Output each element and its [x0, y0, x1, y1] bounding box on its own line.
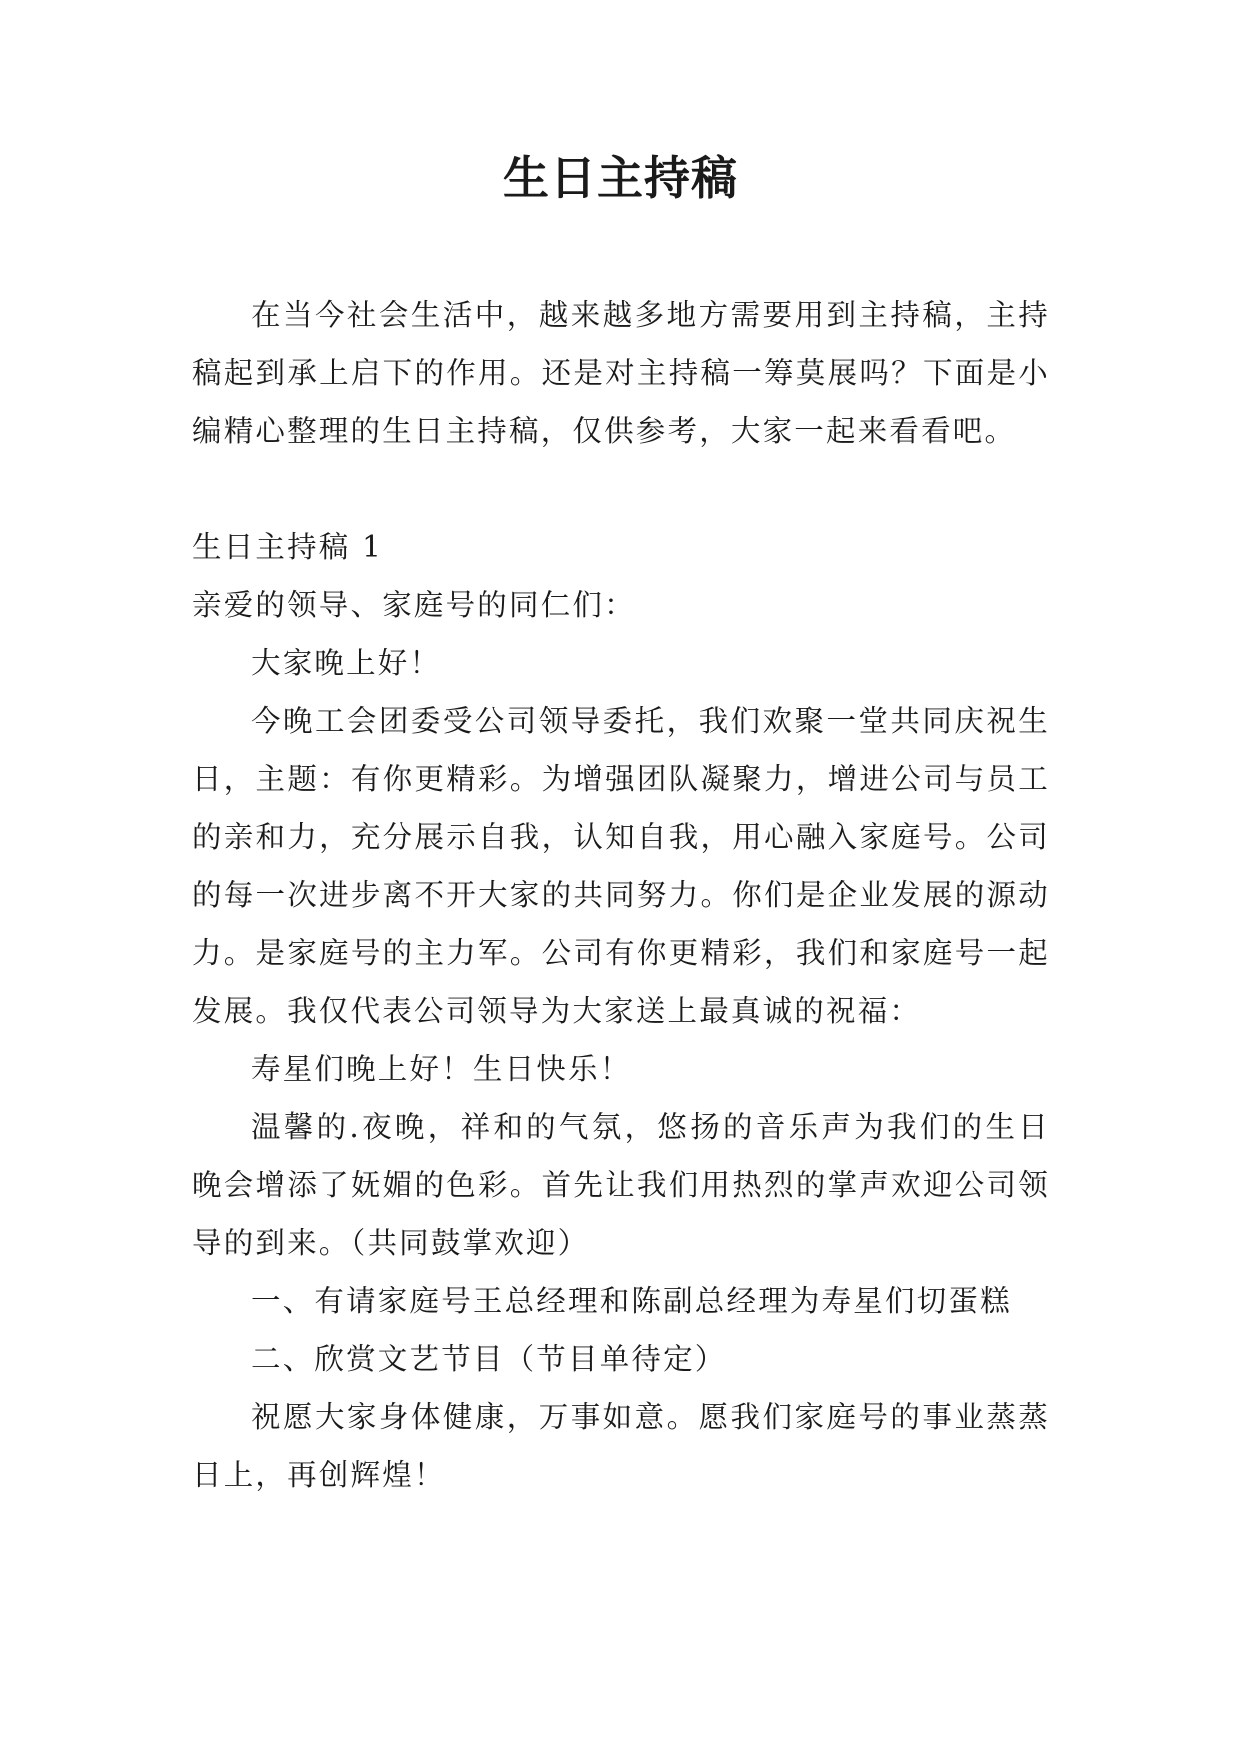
- body-paragraph: 温馨的.夜晚，祥和的气氛，悠扬的音乐声为我们的生日晚会增添了妩媚的色彩。首先让我们用热烈的掌声欢迎公司领导的到来。（共同鼓掌欢迎）: [192, 1110, 1050, 1260]
- document-title: 生日主持稿: [503, 151, 738, 205]
- section-heading: 生日主持稿 1: [192, 530, 384, 564]
- salutation: 亲爱的领导、家庭号的同仁们：: [192, 588, 636, 622]
- greeting: 大家晚上好！: [251, 646, 442, 680]
- program-item: 二、欣赏文艺节目（节目单待定）: [251, 1342, 727, 1376]
- spacer: [192, 460, 1050, 518]
- body-paragraph: 寿星们晚上好！生日快乐！: [251, 1052, 632, 1086]
- body-paragraph: 今晚工会团委受公司领导委托，我们欢聚一堂共同庆祝生日，主题：有你更精彩。为增强团队凝聚力，增进公司与员工的亲和力，充分展示自我，认知自我，用心融入家庭号。公司的每一次进步离不开大家的共同努力。你们是企业发展的源动力。是家庭号的主力军。公司有你更精彩，我们和家庭号一起发展。我仅代表公司领导为大家送上最真诚的祝福：: [192, 704, 1050, 1028]
- closing-paragraph: 祝愿大家身体健康，万事如意。愿我们家庭号的事业蒸蒸日上，再创辉煌！: [192, 1400, 1050, 1492]
- program-item: 一、有请家庭号王总经理和陈副总经理为寿星们切蛋糕: [251, 1284, 1012, 1318]
- intro-paragraph: 在当今社会生活中，越来越多地方需要用到主持稿，主持稿起到承上启下的作用。还是对主持稿一筹莫展吗？下面是小编精心整理的生日主持稿，仅供参考，大家一起来看看吧。: [192, 298, 1050, 448]
- document-body: [192, 286, 1050, 1504]
